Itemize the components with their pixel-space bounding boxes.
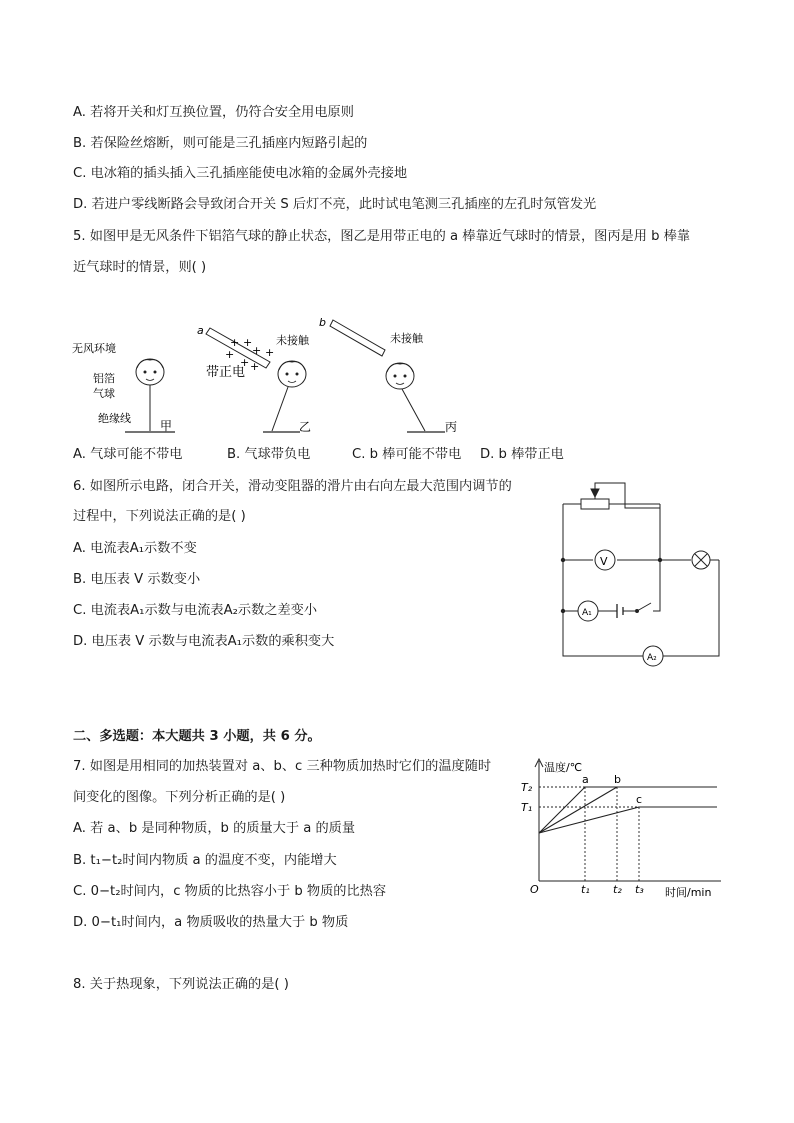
q7-option-b: B. t₁−t₂时间内物质 a 的温度不变，内能增大 <box>73 853 337 868</box>
q6-option-d: D. 电压表 V 示数与电流表A₁示数的乘积变大 <box>73 634 335 649</box>
q8-stem: 8. 关于热现象，下列说法正确的是( ) <box>73 977 289 992</box>
rod-a-label: a <box>197 324 204 337</box>
foil-label: 铝箔 <box>93 372 115 385</box>
plus-3: + <box>225 348 235 361</box>
q7-option-c: C. 0−t₂时间内，c 物质的比热容小于 b 物质的比热容 <box>73 884 387 899</box>
q6-circuit-diagram <box>555 470 735 670</box>
series-b-label: b <box>614 773 621 786</box>
y-tick-T2: T₂ <box>521 781 533 794</box>
junction-dot <box>658 558 662 562</box>
q7-temperature-chart <box>515 755 725 905</box>
plus-1: + <box>230 336 240 349</box>
q5-figure <box>60 310 480 440</box>
q7-stem-line1: 7. 如图是用相同的加热装置对 a、b、c 三种物质加热时它们的温度随时 <box>73 759 492 774</box>
positive-charge-label: 带正电 <box>206 365 246 380</box>
x-tick-t1: t₁ <box>581 883 590 896</box>
plus-6: + <box>240 356 250 369</box>
balloon-label: 气球 <box>93 387 115 400</box>
x-tick-t2: t₂ <box>613 883 622 896</box>
series-c-label: c <box>636 793 643 806</box>
no-contact-label-yi: 未接触 <box>276 334 309 347</box>
q5-option-c: C. b 棒可能不带电 <box>352 447 462 462</box>
q6-stem-line2: 过程中，下列说法正确的是( ) <box>73 509 246 524</box>
outer-frame-wire <box>563 504 719 656</box>
q4-option-c: C. 电冰箱的插头插入三孔插座能使电冰箱的金属外壳接地 <box>73 166 408 181</box>
label-bing: 丙 <box>445 420 458 434</box>
section-2-title: 二、多选题：本大题共 3 小题，共 6 分。 <box>73 729 321 744</box>
y-axis-label: 温度/℃ <box>544 761 583 774</box>
plus-4: + <box>252 344 262 357</box>
no-wind-label: 无风环境 <box>72 342 116 355</box>
junction-dot <box>561 558 565 562</box>
series-a-label: a <box>582 773 589 786</box>
rod-b-label: b <box>319 316 326 329</box>
rod-b <box>330 320 385 356</box>
junction-dot <box>561 609 565 613</box>
label-yi: 乙 <box>299 420 312 434</box>
switch-icon <box>637 603 651 611</box>
lamp-cross <box>695 554 707 566</box>
slider-arrow-icon <box>591 489 599 497</box>
ammeter1-label: A₁ <box>582 608 592 618</box>
switch-wire <box>653 560 660 611</box>
q5-option-a: A. 气球可能不带电 <box>73 447 183 462</box>
label-jia: 甲 <box>160 419 173 433</box>
q7-option-a: A. 若 a、b 是同种物质，b 的质量大于 a 的质量 <box>73 821 356 836</box>
series-c-line <box>539 807 717 833</box>
y-tick-T1: T₁ <box>521 801 533 814</box>
q5-option-d: D. b 棒带正电 <box>480 447 564 462</box>
q7-stem-line2: 间变化的图像。下列分析正确的是( ) <box>73 790 286 805</box>
no-contact-label-bing: 未接触 <box>390 332 423 345</box>
q4-option-d: D. 若进户零线断路会导致闭合开关 S 后灯不亮，此时试电笔测三孔插座的左孔时氖管发光 <box>73 197 597 212</box>
voltmeter-label: V <box>600 555 608 568</box>
plus-2: + <box>243 336 253 349</box>
q6-option-c: C. 电流表A₁示数与电流表A₂示数之差变小 <box>73 603 318 618</box>
balloon-bing-icon <box>386 363 425 431</box>
plus-7: + <box>250 360 260 373</box>
origin-label: O <box>530 883 539 896</box>
q5-stem-line2: 近气球时的情景，则( ) <box>73 260 207 275</box>
q4-option-a: A. 若将开关和灯互换位置，仍符合安全用电原则 <box>73 105 354 120</box>
q6-option-a: A. 电流表A₁示数不变 <box>73 541 197 556</box>
rheostat-icon <box>581 499 609 509</box>
q5-option-b: B. 气球带负电 <box>227 447 311 462</box>
q7-option-d: D. 0−t₁时间内，a 物质吸收的热量大于 b 物质 <box>73 915 349 930</box>
x-tick-t3: t₃ <box>635 883 644 896</box>
q6-option-b: B. 电压表 V 示数变小 <box>73 572 201 587</box>
ammeter2-label: A₂ <box>647 653 657 663</box>
x-axis-label: 时间/min <box>665 886 712 899</box>
battery-icon <box>617 604 623 618</box>
q4-option-b: B. 若保险丝熔断，则可能是三孔插座内短路引起的 <box>73 136 368 151</box>
plus-5: + <box>265 346 275 359</box>
q6-stem-line1: 6. 如图所示电路，闭合开关，滑动变阻器的滑片由右向左最大范围内调节的 <box>73 479 512 494</box>
q5-stem-line1: 5. 如图甲是无风条件下铝箔气球的静止状态，图乙是用带正电的 a 棒靠近气球时的情景，图丙是用 b 棒靠 <box>73 229 691 244</box>
insulating-thread-label: 绝缘线 <box>98 412 131 425</box>
